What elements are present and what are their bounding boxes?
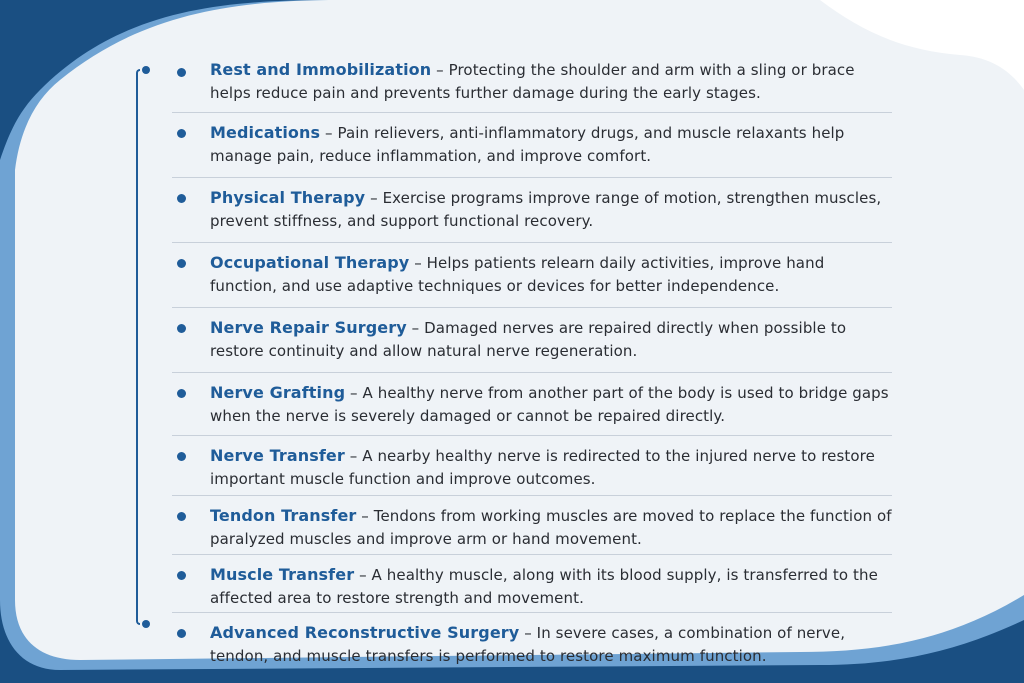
item-body: Damaged nerves are repaired directly when possible to restore continuity and allow natural nerve regeneration. [210, 319, 847, 360]
bullet-icon [177, 324, 186, 333]
item-body: Tendons from working muscles are moved to replace the function of paralyzed muscles and improve arm or hand movement. [210, 507, 892, 548]
item-title: Physical Therapy [210, 188, 366, 207]
bullet-icon [177, 512, 186, 521]
item-body: A healthy nerve from another part of the body is used to bridge gaps when the nerve is severely damaged or cannot be repaired directly. [210, 384, 889, 425]
item-body: Protecting the shoulder and arm with a sling or brace helps reduce pain and prevents further damage during the early stages. [210, 61, 855, 102]
bullet-icon [177, 452, 186, 461]
item-title: Muscle Transfer [210, 565, 355, 584]
item-body: A healthy muscle, along with its blood supply, is transferred to the affected area to restore strength and movement. [210, 566, 878, 607]
list-item: Rest and Immobilization – Protecting the shoulder and arm with a sling or brace helps reduce pain and prevents further damage during the early stages. [172, 58, 892, 113]
bullet-icon [177, 389, 186, 398]
item-title: Nerve Transfer [210, 446, 345, 465]
list-bracket [136, 69, 146, 625]
item-body: Pain relievers, anti-inflammatory drugs, and muscle relaxants help manage pain, reduce inflammation, and improve comfort. [210, 124, 845, 165]
list-item: Medications – Pain relievers, anti-inflammatory drugs, and muscle relaxants help manage pain, reduce inflammation, and improve comfort. [172, 113, 892, 178]
item-body: In severe cases, a combination of nerve, tendon, and muscle transfers is performed to restore maximum function. [210, 624, 846, 665]
bullet-icon [177, 194, 186, 203]
bracket-line [136, 69, 140, 625]
item-title: Nerve Grafting [210, 383, 346, 402]
list-item: Nerve Transfer – A nearby healthy nerve is redirected to the injured nerve to restore important muscle function and improve outcomes. [172, 436, 892, 496]
item-title: Medications [210, 123, 321, 142]
bracket-dot-bottom [142, 620, 150, 628]
item-title: Tendon Transfer [210, 506, 357, 525]
list-item: Occupational Therapy – Helps patients relearn daily activities, improve hand function, and use adaptive techniques or devices for better independence. [172, 243, 892, 308]
item-title: Occupational Therapy [210, 253, 410, 272]
bullet-icon [177, 68, 186, 77]
list-item: Nerve Grafting – A healthy nerve from another part of the body is used to bridge gaps when the nerve is severely damaged or cannot be repaired directly. [172, 373, 892, 436]
treatment-list [172, 58, 892, 669]
list-item: Tendon Transfer – Tendons from working muscles are moved to replace the function of paralyzed muscles and improve arm or hand movement. [172, 496, 892, 555]
item-title: Nerve Repair Surgery [210, 318, 407, 337]
list-item: Physical Therapy – Exercise programs improve range of motion, strengthen muscles, prevent stiffness, and support functional recovery. [172, 178, 892, 243]
bracket-dot-top [142, 66, 150, 74]
bullet-icon [177, 571, 186, 580]
item-title: Advanced Reconstructive Surgery [210, 623, 520, 642]
bullet-icon [177, 259, 186, 268]
bullet-icon [177, 129, 186, 138]
list-item: Nerve Repair Surgery – Damaged nerves are repaired directly when possible to restore continuity and allow natural nerve regeneration. [172, 308, 892, 373]
item-body: A nearby healthy nerve is redirected to the injured nerve to restore important muscle function and improve outcomes. [210, 447, 875, 488]
list-item: Advanced Reconstructive Surgery – In severe cases, a combination of nerve, tendon, and muscle transfers is performed to restore maximum function. [172, 613, 892, 669]
item-body: Exercise programs improve range of motion, strengthen muscles, prevent stiffness, and support functional recovery. [210, 189, 882, 230]
bullet-icon [177, 629, 186, 638]
item-body: Helps patients relearn daily activities, improve hand function, and use adaptive techniques or devices for better independence. [210, 254, 825, 295]
list-item: Muscle Transfer – A healthy muscle, along with its blood supply, is transferred to the affected area to restore strength and movement. [172, 555, 892, 613]
item-title: Rest and Immobilization [210, 60, 432, 79]
